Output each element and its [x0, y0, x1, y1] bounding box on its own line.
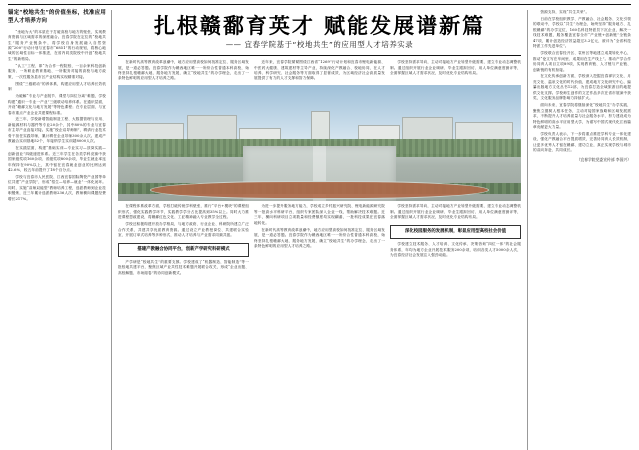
page-subtitle: —— 宜春学院基于“校地共生”的应用型人才培养实录	[225, 40, 414, 50]
middle-lower-columns	[118, 204, 521, 277]
middle-paragraph: 在课程体系改革方面，学校打破传统学科壁垒，推行“平台+模块”的课程组织形式，强化实践教学环节，实践教学学分占比提高到35%以上。同时大力推进课程思政建设，将赣鄱红色文化、工匠精神融入专业教学全过程。	[118, 204, 249, 220]
middle-intro-col-1	[118, 60, 249, 83]
left-column	[8, 10, 112, 450]
right-paragraph: 学校联合宜春经开区、袁州区等地建立成果转化中心，推动“论文写在车间里、成果用在生产线上”。推动产学合作协同育人项目立项89项，实现教育链、人才链与产业链、创新链的有机衔接。	[533, 51, 631, 72]
article-byline: （宜春学院党委宣传部 李国兴）	[576, 156, 631, 162]
masthead-rule	[118, 55, 521, 56]
page-columns	[8, 6, 631, 450]
left-paragraph: 学校与宜春市人民医院、江西宜春国际陶瓷产业园等单位共建“产业学院”，形成“招生—培养—就业”一体化闭环。同时，实施“双师双能型”教师培养工程，选派教师到企业挂职锻炼，近三年累计选派教师236人次，教师横向课题经费增长217%。	[8, 174, 106, 201]
right-paragraph: 面向未来，宜春学院将继续深化“校地共生”办学实践，聚焦立德树人根本任务，主动对接国家战略和区域发展需求，不断提升人才培养质量与社会服务水平，努力建设成为特色鲜明的高水平应用型大学，为谱写中国式现代化江西篇章贡献更大力量。	[533, 103, 631, 130]
left-paragraph: “坐地为大”的本质在于打破高校与地方的壁垒，实现教育资源与区域需求的深度融合。宜春学院在定位的“校地共生”服务产业链条中，将学校自身发展融入自然资源“200”行动计划与宜春市“6851”的行动规划，将核心地域的区域性目标一体推进，在省内同类院校中开创“校地共生”的新格局。	[8, 29, 106, 61]
masthead	[118, 14, 521, 50]
middle-paragraph: 学校还积极构建开放办学格局，与地方政府、行业企业、科研院所建立广泛合作关系，共建共享优质教育资源。通过设立产业教授岗位、共建联合实验室、开展订单式培养等多种形式，推动人才培养与产业需求同频共振。	[118, 222, 249, 238]
photo-running-track	[150, 181, 489, 199]
middle-paragraph: 学校坚持需求导向，主动对接地方产业转型升级需要，建立专业动态调整机制。通过组织开展行业企业调研、毕业生跟踪回访、用人单位满意度测评等，全面掌握区域人才需求状况，及时优化专业结构布局。	[390, 60, 521, 75]
middle-paragraph: 在新时代高等教育改革浪潮中，地方应用型高校如何找准定位、服务区域发展，是一道必答题。宜春学院作为赣西地区唯一一所综合性普通本科高校，始终坚持扎根赣鄱大地、服务地方发展，确立“校地共生”的办学理念，走出了一条特色鲜明的应用型人才培养之路。	[254, 227, 385, 249]
right-body-text	[533, 10, 631, 154]
middle-intro-col-3	[390, 60, 521, 83]
left-paragraph: “认工”工程、即“为合作一程院校、一百余家科技创新服务、一所职业教育基地、一所服务对接的高校与地方政策，一次性服务县市区产业结构实现精准对接。	[8, 63, 106, 79]
middle-lower-col-2	[254, 204, 385, 277]
page-top-rule	[8, 4, 631, 5]
middle-paragraph: 学校建立技术服务、人才培训、文化传承、决策咨询“四位一体”的社会服务体系，年均为地方企业开展技术服务200余项，培训各类人才5000余人次，为宜春经济社会发展注入强劲动能。	[390, 242, 521, 258]
middle-intro-columns	[118, 60, 521, 83]
left-paragraph: 在实践层面，构建“基础实训—专业实习—顶岗实践—创新创业”四级递进体系。近三年学生在各类学科竞赛中获国家级奖项160余项、省级奖项800余项，毕业生就业率连年保持在90%以上，其中留在宜春就业创业的比例达到42.6%，较五年前提升了18个百分点。	[8, 146, 106, 173]
right-paragraph: 日前在学校组织教学、产教融合、社会服务、文化引领的联动中，学校以“共生”为理念，始终坚持“服务地方、扎根赣鄱”的办学定位，160名科技特派员下沉企业，解决一线技术难题，服务覆盖宜春全市“产业链+创新链”全链条47项，累计创造经济效益超过3.2亿元，被评为“全省科技特派工作先进单位”。	[533, 16, 631, 49]
campus-photo-block	[118, 85, 521, 201]
middle-lower-col-1	[118, 204, 249, 277]
right-paragraph: 学校负责人表示，下一步将重点推进学科专业一体化建设，强化产教融合平台提质增效，完善协同育人长效机制，让更多优秀人才留在赣鄱、建功立业，真正实现学校与城市的双向奔赴、共同成长。	[533, 132, 631, 153]
left-paragraph: 近三年，学校新增智能制造工程、大数据管理与应用、新能源材料与器件等专业20余个，其中80%的专业与宜春市主导产业直接对接。实施“校企双导师制”，聘请行业技术骨干担任实践导师，累计聘任企业导师300余人次。建成产教融合实训基地52个，年接纳学生实训超8000人次。	[8, 117, 106, 144]
middle-paragraph: 近年来，宜春学院紧紧围绕江西省“1269”行动计划和宜春市锂电新能源、中医药大健康、建筑建材等主导产业，持续深化产教融合、校地协同，在人才培养、科学研究、社会服务等方面取得了显著成效，为区域经济社会高质量发展提供了有力的人才支撑和智力保障。	[254, 60, 385, 81]
left-paragraph: 围绕“三级联动”的养体系，构建应用型人才培养长效机制	[8, 81, 106, 92]
middle-column	[118, 10, 521, 450]
left-lead-paragraph: 锚定“校地共生”的价值坐标，找准应用型人才培养方向	[8, 10, 106, 24]
section-heading-platform: 搭建产教融合协同平台，创新产学研究科研模式	[118, 243, 249, 257]
page-title: 扎根赣鄱育英才 赋能发展谱新篇	[153, 13, 486, 38]
middle-paragraph: 学校坚持需求导向，主动对接地方产业转型升级需要，建立专业动态调整机制。通过组织开展行业企业调研、毕业生跟踪回访、用人单位满意度测评等，全面掌握区域人才需求状况，及时优化专业结构布局。	[390, 204, 521, 220]
left-paragraph: 为破解“专业与产业脱节、课堂与岗位分离”难题，学校构建“通识一专业一产业”三级联动培养体系。在通识层面，开设“赣鄱文化与地方发展”等特色课程；在专业层面，与宜春市重点产业企业共建课程标准。	[8, 94, 106, 115]
campus-aerial-photo	[118, 85, 521, 201]
right-paragraph: 资源支持，实现“共生共荣”。	[540, 10, 590, 14]
middle-intro-col-2	[254, 60, 385, 83]
left-body-text	[8, 30, 106, 203]
right-paragraph: 在文化传承创新方面，学校深入挖掘宜春禅宗文化、月亮文化、温泉文化的时代价值，建成地方文化研究中心，编纂出版地方文化丛书12部，为宜春打造全域旅游目的地提供文化支撑。学校师生创作的文艺作品多次在省市展演中获奖，文化服务品牌影响力持续扩大。	[533, 74, 631, 101]
middle-lower-col-3	[390, 204, 521, 277]
middle-paragraph: 为进一步提升服务地方能力，学校成立乡村振兴研究院、锂电新能源研究院等一批高水平科研平台，组织专家团队深入企业一线，帮助解决技术难题。近三年，横向科研项目立项数量和经费额度均实现翻番，一批科技成果在宜春落地转化。	[254, 204, 385, 225]
middle-paragraph: 产学研是“校地共生”的重要支撑。学校建成了“机器制造、智能制造”等一批校地共建平台，聚焦区域产业共性技术难题开展联合攻关，形成“企业出题、高校解题、市场阅卷”的协同创新模式。	[118, 260, 249, 275]
section-heading-service: 深化校园服务的发展机制，彰显应用型高校社会价值	[390, 225, 521, 239]
right-column	[527, 10, 631, 450]
middle-paragraph: 在新时代高等教育改革浪潮中，地方应用型高校如何找准定位、服务区域发展，是一道必答题。宜春学院作为赣西地区唯一一所综合性普通本科高校，始终坚持扎根赣鄱大地、服务地方发展，确立“校地共生”的办学理念，走出了一条特色鲜明的应用型人才培养之路。	[118, 60, 249, 81]
